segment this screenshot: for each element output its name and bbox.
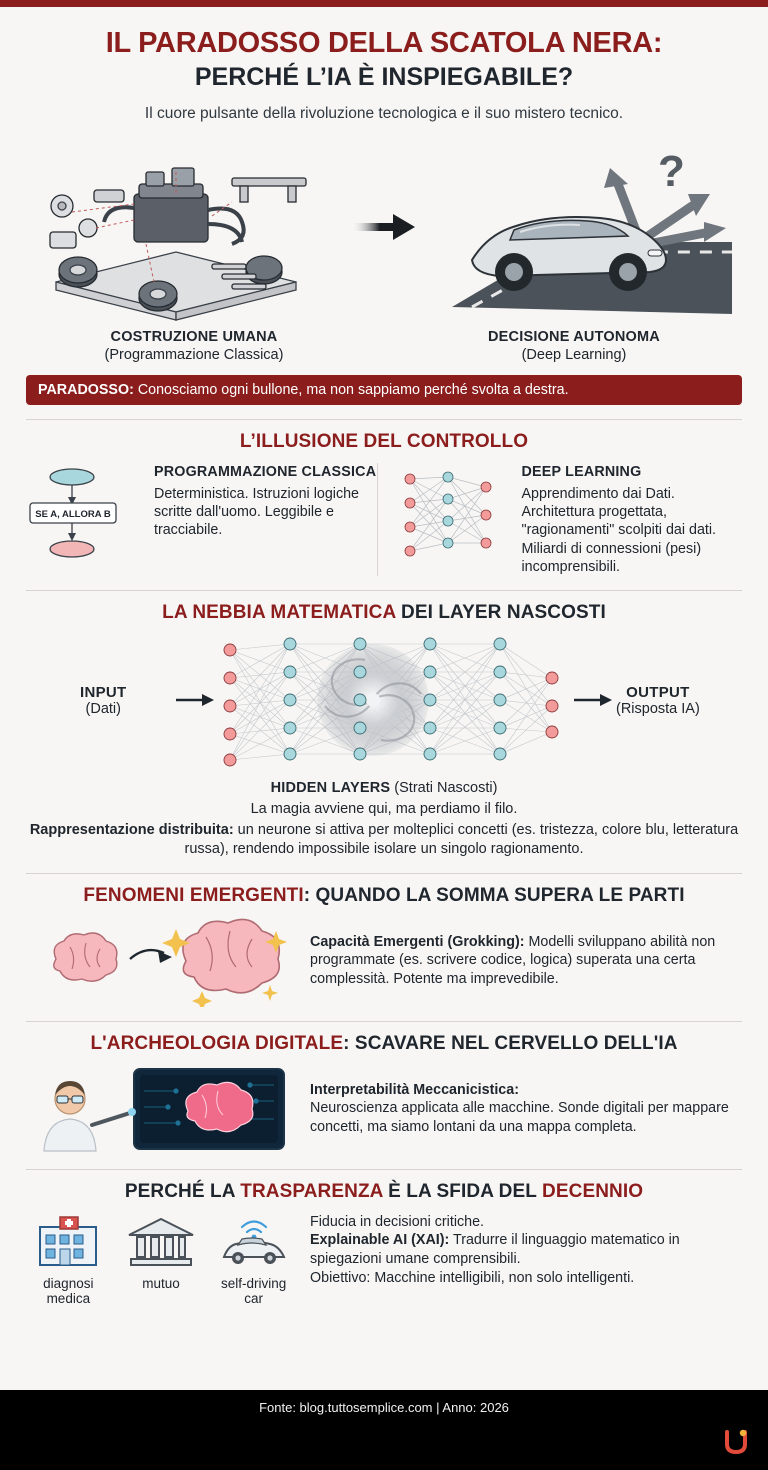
section-heading-control (18, 420, 750, 453)
use-case-self-driving-car (212, 1213, 296, 1307)
caption-human-construction (24, 329, 364, 363)
output-label (616, 684, 700, 717)
classic-programming-text (154, 463, 377, 576)
emergent-text (310, 933, 742, 989)
caption-sub: (Deep Learning) (521, 347, 627, 364)
caption-autonomous-decision (404, 329, 744, 363)
flow-condition-label: SE A, ALLORA B (35, 509, 111, 521)
page-tagline: Il cuore pulsante della rivoluzione tecnologica e il suo mistero tecnico. (144, 105, 624, 123)
brain-evolution-icon (26, 915, 296, 1007)
hero-illustration (18, 123, 750, 323)
fog-line-2 (18, 819, 750, 859)
paradox-label: PARADOSSO: (38, 382, 134, 399)
classic-programming-block (24, 463, 377, 576)
classic-programming-body: Deterministica. Istruzioni logiche scritte dall'uomo. Leggibile e tracciabile. (154, 485, 360, 539)
archeology-text (310, 1081, 742, 1137)
self-driving-car-icon (212, 1213, 296, 1269)
fog-line-1: La magia avviene qui, ma perdiamo il filo. (250, 801, 518, 818)
caption-sub: (Programmazione Classica) (104, 347, 284, 364)
brand-logo[interactable] (722, 1428, 750, 1456)
section-heading-emergent (18, 874, 750, 907)
deep-learning-body: Apprendimento dai Dati. Architettura progettata, "ragionamenti" scolpiti dai dati. Miliardi di connessioni (pesi) incomprensibili. (521, 485, 717, 575)
heading-pre: PERCHÉ LA (124, 1180, 241, 1202)
input-sub: (Dati) (85, 701, 121, 718)
autonomous-car-icon (442, 132, 742, 322)
caption-title: DECISIONE AUTONOMA (488, 329, 660, 346)
control-comparison (18, 453, 750, 576)
output-title: OUTPUT (626, 684, 690, 702)
hidden-layers-caption (18, 778, 750, 796)
section-heading-transparency (18, 1170, 750, 1203)
page-title: IL PARADOSSO DELLA SCATOLA NERA: (105, 27, 663, 59)
deep-learning-text (522, 463, 745, 576)
transparency-text (310, 1213, 742, 1287)
distributed-representation-text: un neurone si attiva per molteplici concetti (es. tristezza, colore blu, letteratura russa), rendendo impossibile isolare un singolo ragionamento. (184, 822, 739, 857)
infographic-page (0, 7, 768, 1397)
transparency-line-2 (310, 1231, 742, 1268)
exploded-machine-icon (26, 132, 326, 322)
use-case-label: self-driving car (221, 1275, 287, 1307)
top-accent-bar (0, 0, 768, 7)
xai-body: Tradurre il linguaggio matematico in spiegazioni umane comprensibili. (310, 1232, 680, 1267)
footer-source: Fonte: blog.tuttosemplice.com | Anno: 2026 (259, 1400, 509, 1415)
xai-label: Explainable AI (XAI): (310, 1232, 450, 1249)
archeology-row (18, 1055, 750, 1155)
deep-learning-title: DEEP LEARNING (521, 464, 642, 481)
neural-network-icon (392, 463, 512, 576)
use-case-hospital (26, 1213, 110, 1307)
use-case-icons (26, 1213, 296, 1307)
footer (0, 1390, 768, 1470)
section-heading-rest: : SCAVARE NEL CERVELLO DELL'IA (343, 1032, 678, 1054)
scientist-scanning-brain-icon (26, 1063, 296, 1155)
paradox-text: Conosciamo ogni bullone, ma non sappiamo perché svolta a destra. (133, 382, 569, 399)
emergent-body: Modelli sviluppano abilità non programmate (es. scrivere codice, logica) superata una certa complessità. Potente ma imprevedibile. (310, 933, 716, 988)
transition-arrow-icon (349, 207, 419, 247)
input-title: INPUT (80, 684, 127, 702)
emergent-row (18, 907, 750, 1007)
input-label (80, 684, 127, 717)
deep-learning-block (377, 463, 745, 576)
hospital-icon (30, 1213, 106, 1269)
classic-programming-title: PROGRAMMAZIONE CLASSICA (154, 464, 377, 481)
section-heading-red: LA NEBBIA MATEMATICA (162, 602, 396, 624)
caption-title: COSTRUZIONE UMANA (110, 329, 278, 346)
flowchart-icon (24, 463, 144, 576)
section-heading-text: L’ILLUSIONE DEL CONTROLLO (239, 431, 529, 453)
heading-red-1: TRASPARENZA (240, 1180, 383, 1202)
hidden-layers-rest: (Strati Nascosti) (390, 780, 498, 797)
heading-mid: È LA SFIDA DEL (382, 1180, 543, 1202)
distributed-representation-label: Rappresentazione distribuita: (29, 822, 234, 839)
heading-red-2: DECENNIO (542, 1180, 644, 1202)
section-heading-red: FENOMENI EMERGENTI (83, 884, 304, 906)
emergent-label: Capacità Emergenti (Grokking): (310, 933, 525, 950)
hidden-layers-bold: HIDDEN LAYERS (270, 780, 391, 797)
use-case-label: mutuo (142, 1275, 180, 1291)
section-heading-rest: : QUANDO LA SOMMA SUPERA LE PARTI (303, 884, 685, 906)
section-heading-archeology (18, 1022, 750, 1055)
question-mark-glyph: ? (658, 147, 685, 197)
output-sub: (Risposta IA) (616, 701, 700, 718)
transparency-line-1: Fiducia in decisioni critiche. (310, 1213, 485, 1230)
transparency-row (18, 1203, 750, 1307)
archeology-label: Interpretabilità Meccanicistica: (310, 1081, 519, 1098)
hidden-layers-diagram (18, 628, 750, 778)
transparency-line-3: Obiettivo: Macchine intelligibili, non solo intelligenti. (310, 1269, 635, 1286)
section-heading-rest: DEI LAYER NASCOSTI (395, 602, 606, 624)
use-case-label: diagnosi medica (43, 1275, 94, 1307)
hero-captions (18, 323, 750, 363)
paradox-banner (26, 375, 742, 405)
bank-icon (123, 1213, 199, 1269)
section-heading-fog (18, 591, 750, 624)
use-case-bank (119, 1213, 203, 1307)
page-subtitle: PERCHÉ L’IA È INSPIEGABILE? (194, 63, 574, 92)
archeology-body: Neuroscienza applicata alle macchine. Sonde digitali per mappare concetti, ma siamo lontani da una mappa completa. (310, 1100, 729, 1136)
section-heading-red: L'ARCHEOLOGIA DIGITALE (90, 1032, 344, 1054)
